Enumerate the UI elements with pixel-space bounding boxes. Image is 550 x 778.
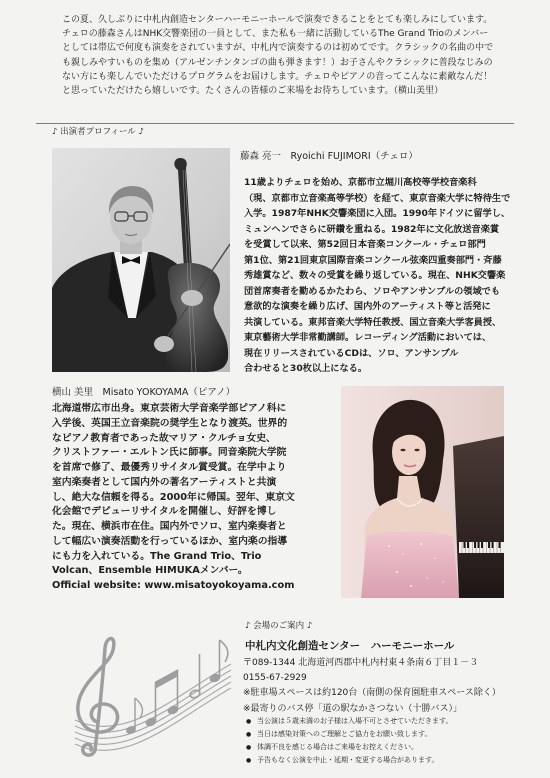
venue-details: [243, 656, 501, 717]
intro-line: この夏、久しぶりに中札内創造センターハーモニーホールで演奏できることをとても楽しみにしています。: [62, 15, 493, 25]
bio-line: 秀雄賞など、数々の受賞を繰り返している。現在、NHK交響楽: [244, 270, 506, 281]
intro-message: [62, 13, 502, 98]
bio-line: クリストファー・エルトン氏に師事。同音楽院大学院: [52, 447, 287, 459]
music-staff-graphic: [55, 626, 235, 760]
bio-line: を受賞して以来、第52回日本音楽コンクール・チェロ部門: [244, 239, 486, 250]
bio-line: 東京藝術大学非常勤講師。レコーディング活動においては、: [244, 332, 492, 343]
bio-line: 室内楽奏者として国内外の著名アーティストと共演: [52, 476, 277, 488]
official-website: Official website: www.misatoyokoyama.com: [52, 580, 295, 591]
performer-photo-yokoyama: [341, 386, 504, 598]
bio-line: 北海道帯広市出身。東京芸術大学音楽学部ピアノ科に: [52, 403, 287, 414]
performer-name-fujimori: 藤森 亮一 Ryoichi FUJIMORI（チェロ）: [240, 151, 418, 162]
venue-parking: ※駐車場スペースは約120台（南側の保育園駐車スペース除く）: [243, 688, 501, 699]
performer-bio-fujimori: [244, 175, 510, 377]
bio-line: Volcan、Ensemble HIMUKAメンバー。: [52, 565, 248, 577]
notice-text: 当日は感染対策へのご理解とご協力をお願い致します。: [257, 730, 432, 738]
bio-line: 11歳よりチェロを始め、京都市立堀川高校等学校音楽科: [244, 177, 477, 188]
bio-line: なピアノ教育者であった故マリア・クルチョ女史、: [52, 432, 276, 444]
notice-item: [246, 754, 452, 767]
bio-line: 現在リリースされているCDは、ソロ、アンサンブル: [244, 347, 459, 359]
performer-name-yokoyama: 横山 美里 Misato YOKOYAMA（ピアノ）: [52, 387, 236, 398]
notice-item: [246, 715, 452, 728]
bullet-icon: ●: [246, 744, 252, 751]
bio-line: 入学後、英国王立音楽院の奨学生となり渡英。世界的: [52, 417, 288, 429]
notice-item: [246, 728, 452, 741]
bio-line: 意欲的な演奏を繰り広げ、国内外のアーティスト等と活発に: [244, 301, 491, 312]
bullet-icon: ●: [246, 757, 252, 764]
performer-photo-fujimori: [52, 148, 230, 372]
notice-text: 体調不良を感じる場合はご来場をお控えください。: [257, 743, 418, 751]
notice-text: 当公演は５歳未満のお子様は入場不可とさせていただきます。: [257, 717, 453, 725]
intro-line: チェロの藤森さんはNHK交響楽団の一員として、また私も一緒に活動しているThe Grand Trioのメンバー: [62, 29, 489, 40]
section-divider: [36, 123, 514, 124]
notices-list: [246, 715, 452, 767]
bio-line: た。現在、横浜市在住。国内外でソロ、室内楽奏者と: [52, 521, 287, 532]
intro-line: も親しみやすいものを集め（アルゼンチンタンゴの曲も弾きます！）お子さんやクラシックに普段なじみの: [62, 57, 493, 68]
bio-lines: [52, 402, 295, 579]
venue-bus-stop: ※最寄りのバス停「道の駅なかさつない（十勝バス）」: [243, 703, 463, 714]
venue-name: 中札内文化創造センター ハーモニーホール: [245, 640, 455, 652]
bullet-icon: ●: [246, 731, 252, 738]
bullet-icon: ●: [246, 718, 252, 725]
piano: [453, 436, 504, 598]
notice-text: 予告もなく公演を中止・延期・変更する場合があります。: [257, 756, 439, 764]
bio-line: （現、京都市立音楽高等学校）を経て、東京音楽大学に特待生で: [244, 192, 511, 204]
bio-line: 合わせると30枚以上になる。: [244, 363, 368, 374]
venue-address: 〒089-1344 北海道河西郡中札内村東４条南６丁目１－３: [243, 658, 479, 668]
bio-line: し、絶大な信頼を得る。2000年に帰国。翌年、東京文: [52, 491, 295, 503]
bio-line: にも力を入れている。The Grand Trio、Trio: [52, 550, 262, 562]
bio-line: して幅広い演奏活動を行っているほか、室内楽の指導: [52, 535, 288, 547]
bio-line: 第1位、第21回東京国際音楽コンクール弦楽四重奏部門・斉藤: [244, 254, 502, 266]
venue-phone: 0155-67-2929: [243, 673, 307, 684]
intro-line: としては帯広で何度も演奏をされていますが、中札内で演奏するのは初めてです。クラシックの名曲の中で: [62, 43, 494, 54]
intro-line: と思っていただけたら嬉しいです。たくさんの皆様のご来場をお待ちしています。（横山美里）: [62, 86, 444, 97]
bio-line: を首席で修了、最優秀リサイタル賞受賞。在学中より: [52, 462, 287, 473]
profile-section-heading: ♪ 出演者プロフィール ♪: [52, 127, 144, 137]
bio-line: 化会館でデビューリサイタルを開催し、好評を博し: [52, 506, 277, 518]
intro-line: ない方にも楽しんでいただけるプログラムをお届けします。チェロやピアノの音ってこんなに素敵なんだ！: [62, 71, 493, 82]
performer-bio-yokoyama: [52, 402, 295, 594]
bio-line: ミュンヘンでさらに研鑽を重ねる。1982年に文化放送音楽賞: [244, 223, 500, 235]
bio-line: 共演している。東邦音楽大学特任教授、国立音楽大学客員授、: [244, 316, 502, 328]
notice-item: [246, 741, 452, 754]
bio-line: 団首席奏者を勤めるかたわら、ソロやアンサンブルの領域でも: [244, 285, 501, 297]
bio-line: 入学。1987年NHK交響楽団に入団。1990年ドイツに留学し、: [244, 208, 511, 219]
venue-section-heading: ♪ 会場のご案内 ♪: [245, 621, 313, 631]
